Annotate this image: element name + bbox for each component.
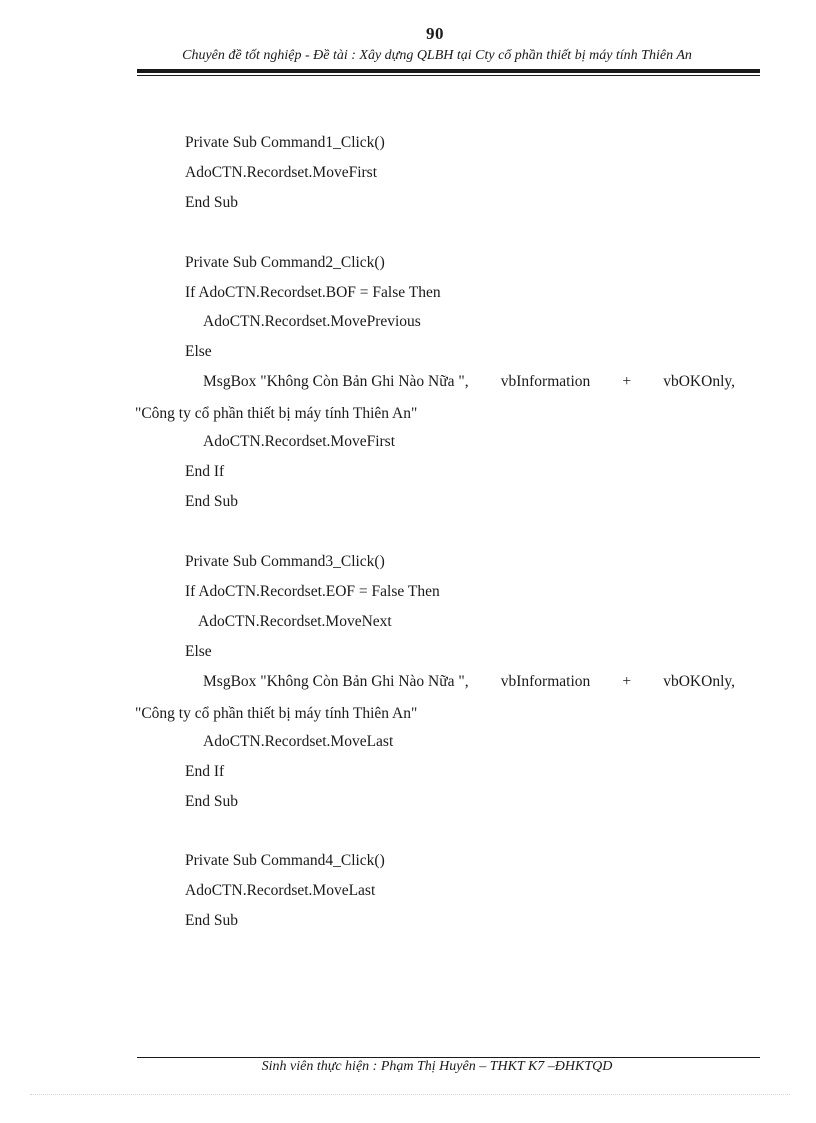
code-line: Else xyxy=(185,343,212,360)
code-token: + xyxy=(622,673,632,690)
code-line: Private Sub Command4_Click() xyxy=(185,852,385,869)
code-line: Private Sub Command2_Click() xyxy=(185,254,385,271)
code-line: Else xyxy=(185,643,212,660)
footer-rule xyxy=(137,1057,760,1058)
msgbox-line xyxy=(203,673,735,691)
code-line: AdoCTN.Recordset.MoveFirst xyxy=(185,164,378,181)
code-line: Private Sub Command1_Click() xyxy=(185,134,385,151)
code-line: "Công ty cổ phần thiết bị máy tính Thiên An" xyxy=(135,405,418,422)
code-line: End Sub xyxy=(185,493,238,510)
code-token: vbOKOnly, xyxy=(663,373,735,390)
header-title: Chuyên đề tốt nghiệp - Đề tài : Xây dựng QLBH tại Cty cổ phần thiết bị máy tính Thiên An xyxy=(182,48,692,63)
code-token: vbOKOnly, xyxy=(663,673,735,690)
code-line: "Công ty cổ phần thiết bị máy tính Thiên An" xyxy=(135,705,418,722)
code-line: If AdoCTN.Recordset.EOF = False Then xyxy=(185,583,440,600)
code-token: vbInformation xyxy=(500,673,591,690)
header-rule-thin xyxy=(137,75,760,76)
page-edge-divider xyxy=(30,1094,790,1095)
code-line: AdoCTN.Recordset.MoveLast xyxy=(203,733,394,750)
code-token: MsgBox "Không Còn Bản Ghi Nào Nữa ", xyxy=(203,373,469,390)
code-token: MsgBox "Không Còn Bản Ghi Nào Nữa ", xyxy=(203,673,469,690)
header-rule xyxy=(137,69,760,73)
msgbox-line xyxy=(203,373,735,391)
code-line: AdoCTN.Recordset.MoveFirst xyxy=(203,433,396,450)
code-line: AdoCTN.Recordset.MovePrevious xyxy=(203,313,421,330)
code-line: AdoCTN.Recordset.MoveLast xyxy=(185,882,376,899)
code-line: End Sub xyxy=(185,793,238,810)
code-token: + xyxy=(622,373,632,390)
page-number: 90 xyxy=(426,24,444,43)
code-line: End Sub xyxy=(185,912,238,929)
code-line: Private Sub Command3_Click() xyxy=(185,553,385,570)
code-line: End If xyxy=(185,463,225,480)
code-line: End If xyxy=(185,763,225,780)
code-line: AdoCTN.Recordset.MoveNext xyxy=(198,613,392,630)
code-line: End Sub xyxy=(185,194,238,211)
code-line: If AdoCTN.Recordset.BOF = False Then xyxy=(185,284,441,301)
footer-text: Sinh viên thực hiện : Phạm Thị Huyên – THKT K7 –ĐHKTQD xyxy=(261,1059,613,1074)
code-token: vbInformation xyxy=(500,373,591,390)
